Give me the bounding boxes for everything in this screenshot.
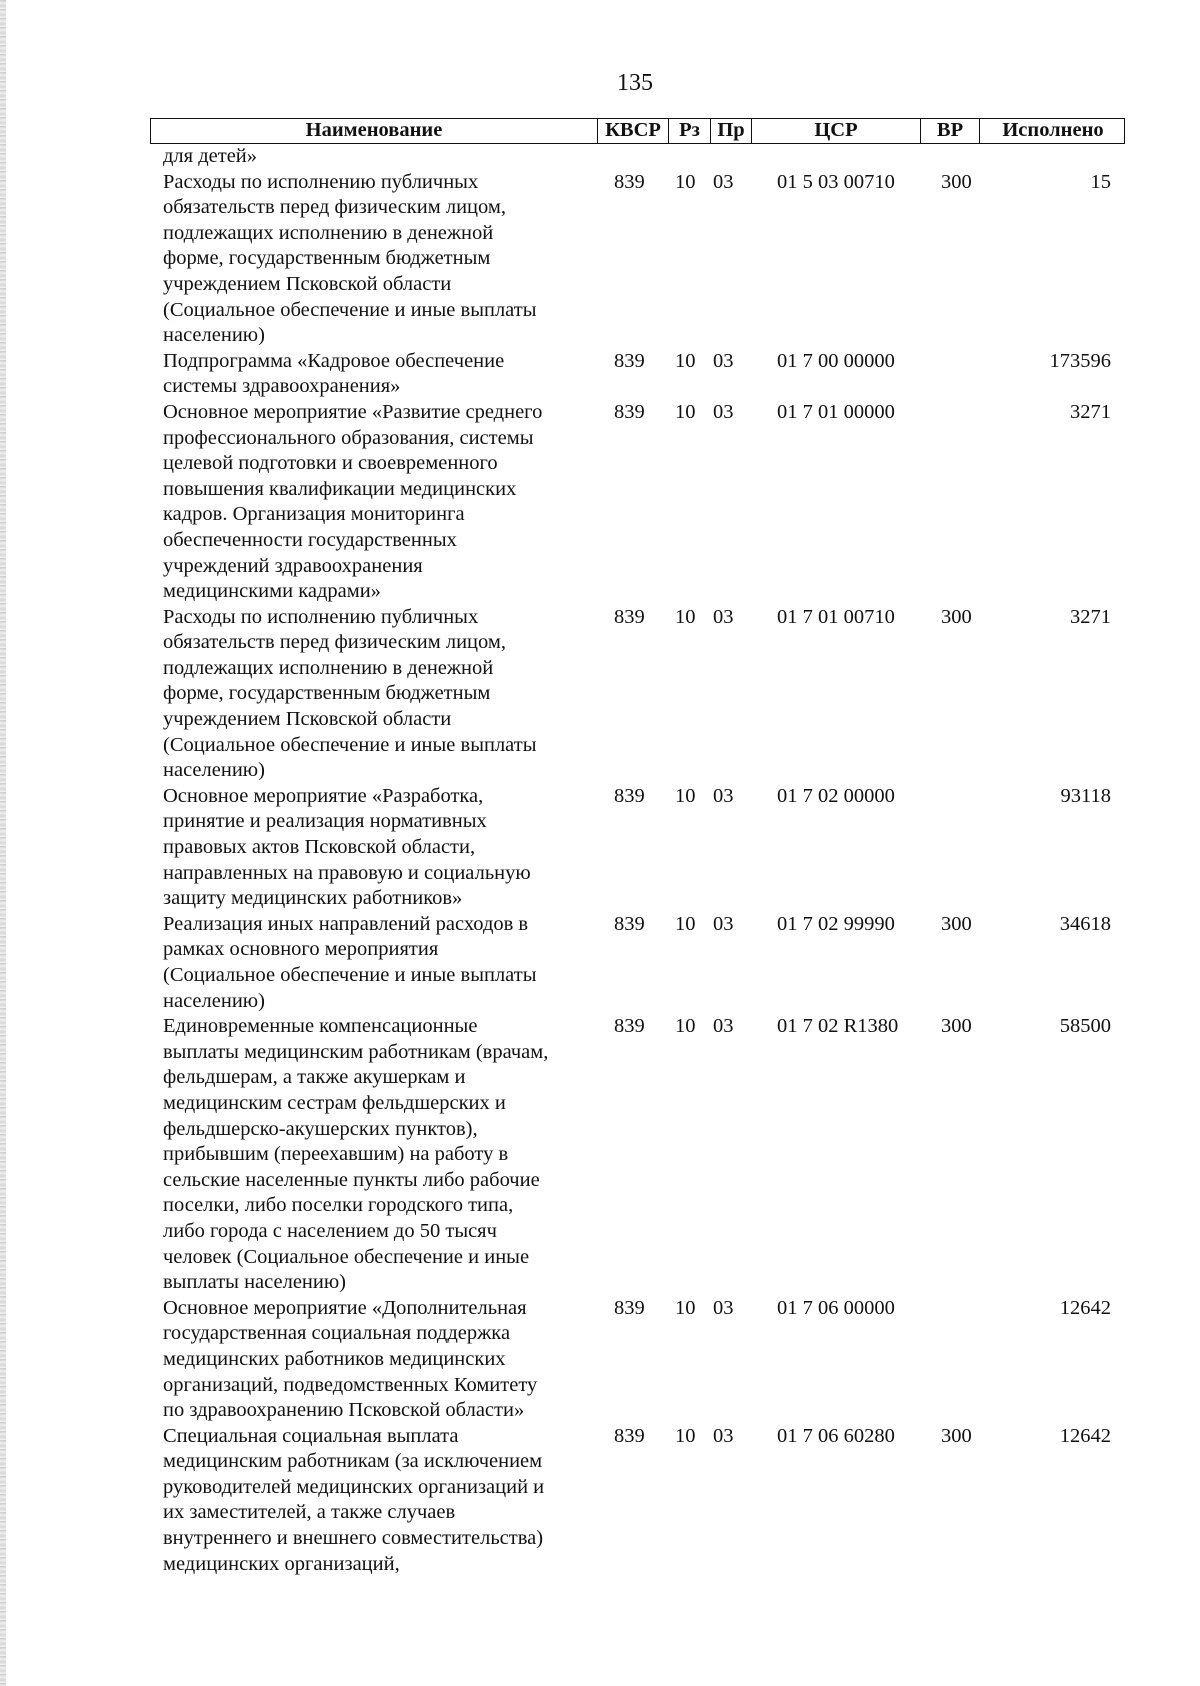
row-name-line: повышения квалификации медицинских [163, 477, 517, 500]
row-name-line: кадров. Организация мониторинга [163, 503, 465, 526]
row-csr: 01 7 00 00000 [777, 349, 895, 372]
row-name-line: обязательств перед физическим лицом, [163, 631, 506, 654]
row-name-line: населению) [163, 759, 265, 782]
row-pr: 03 [713, 605, 734, 628]
header-name: Наименование [151, 119, 598, 143]
row-name-line: форме, государственным бюджетным [163, 682, 491, 705]
row-executed: 34618 [1059, 912, 1111, 935]
row-name [150, 170, 614, 349]
row-vr [920, 400, 979, 605]
row-name-line: защиту медицинских работников» [163, 887, 463, 910]
row-name-line: обеспеченности государственных [163, 528, 457, 551]
row-rz: 10 [675, 1424, 696, 1447]
row-name-line: выплаты медицинским работникам (врачам, [163, 1040, 549, 1063]
row-name-line: их заместителей, а также случаев [163, 1501, 456, 1524]
row-kvsr: 839 [614, 400, 645, 423]
row-kvsr: 839 [614, 784, 645, 807]
row-kvsr: 839 [614, 349, 645, 372]
row-name [150, 349, 614, 400]
row-rz: 10 [675, 400, 696, 423]
table-row [150, 1424, 1125, 1578]
row-pr: 03 [713, 400, 734, 423]
row-pr: 03 [713, 1015, 734, 1038]
header-vr: ВР [921, 119, 980, 143]
row-csr: 01 7 02 99990 [777, 912, 895, 935]
row-executed: 173596 [1049, 349, 1111, 372]
row-name-line: целевой подготовки и своевременного [163, 452, 498, 475]
row-name-line: населению) [163, 989, 265, 1012]
row-kvsr: 839 [614, 170, 645, 193]
row-vr [920, 349, 979, 400]
row-name-line: Специальная социальная выплата [163, 1424, 459, 1447]
row-vr: 300 [941, 170, 972, 193]
row-name-line: медицинским сестрам фельдшерских и [163, 1091, 506, 1114]
budget-table [150, 118, 1125, 1577]
row-name-line: поселки, либо поселки городского типа, [163, 1194, 514, 1217]
row-csr: 01 7 02 R1380 [777, 1015, 899, 1038]
row-name-line: системы здравоохранения» [163, 375, 401, 398]
row-name-line: государственная социальная поддержка [163, 1322, 511, 1345]
table-body [150, 170, 1125, 1578]
row-name [150, 784, 614, 912]
row-rz: 10 [675, 912, 696, 935]
table-row [150, 912, 1125, 1014]
row-name-line: рамках основного мероприятия [163, 938, 439, 961]
row-name-line: прибывшим (переехавшим) на работу в [163, 1143, 509, 1166]
row-name-line: фельдшерам, а также акушеркам и [163, 1066, 466, 1089]
row-name [150, 605, 614, 784]
row-name-line: населению) [163, 324, 265, 347]
row-name-line: внутреннего и внешнего совместительства) [163, 1527, 544, 1550]
row-name [150, 1296, 614, 1424]
row-name-line: учреждением Псковской области [163, 708, 452, 731]
row-executed: 12642 [1059, 1424, 1111, 1447]
row-name-line: руководителей медицинских организаций и [163, 1475, 545, 1498]
row-pr: 03 [713, 912, 734, 935]
row-executed: 15 [1090, 170, 1111, 193]
row-pr: 03 [713, 170, 734, 193]
row-name-line: сельские населенные пункты либо рабочие [163, 1168, 540, 1191]
row-name-line: медицинскими кадрами» [163, 580, 381, 603]
row-name-line: фельдшерско-акушерских пунктов), [163, 1117, 478, 1140]
table-row [150, 1014, 1125, 1296]
row-kvsr: 839 [614, 605, 645, 628]
row-name-line: форме, государственным бюджетным [163, 247, 491, 270]
row-name-line: правовых актов Псковской области, [163, 836, 476, 859]
row-name-line: Расходы по исполнению публичных [163, 170, 479, 193]
row-rz: 10 [675, 605, 696, 628]
row-executed: 12642 [1059, 1296, 1111, 1319]
row-name-line: человек (Социальное обеспечение и иные [163, 1245, 530, 1268]
row-name-line: (Социальное обеспечение и иные выплаты [163, 733, 537, 756]
table-row [150, 605, 1125, 784]
row-vr: 300 [941, 1424, 972, 1447]
page-number: 135 [617, 70, 653, 96]
row-name-line: Единовременные компенсационные [163, 1015, 478, 1038]
row-name-line: выплаты населению) [163, 1271, 347, 1294]
table-row [150, 170, 1125, 349]
row-name-line: подлежащих исполнению в денежной [163, 221, 494, 244]
row-name-line: Основное мероприятие «Дополнительная [163, 1296, 527, 1319]
row-name-line: направленных на правовую и социальную [163, 861, 531, 884]
row-vr [920, 784, 979, 912]
row-csr: 01 7 06 00000 [777, 1296, 895, 1319]
row-name-line: Основное мероприятие «Разработка, [163, 784, 484, 807]
table-row [150, 1296, 1125, 1424]
continuation-line: для детей» [163, 145, 258, 167]
row-vr: 300 [941, 605, 972, 628]
row-name-line: Основное мероприятие «Развитие среднего [163, 400, 543, 423]
row-executed: 93118 [1060, 784, 1111, 807]
row-name-line: Реализация иных направлений расходов в [163, 912, 529, 935]
row-name [150, 912, 614, 1014]
row-name-line: либо города с населением до 50 тысяч [163, 1219, 497, 1242]
row-csr: 01 5 03 00710 [777, 170, 895, 193]
row-name-line: медицинских работников медицинских [163, 1347, 506, 1370]
row-executed: 58500 [1059, 1015, 1111, 1038]
row-pr: 03 [713, 784, 734, 807]
scan-edge [0, 0, 6, 1686]
table-row [150, 400, 1125, 605]
row-vr: 300 [941, 912, 972, 935]
row-kvsr: 839 [614, 912, 645, 935]
row-name-line: учреждением Псковской области [163, 272, 452, 295]
row-kvsr: 839 [614, 1296, 645, 1319]
row-executed: 3271 [1070, 605, 1111, 628]
row-name-line: Расходы по исполнению публичных [163, 605, 479, 628]
row-rz: 10 [675, 1296, 696, 1319]
row-name [150, 1014, 614, 1296]
row-vr: 300 [941, 1015, 972, 1038]
row-rz: 10 [675, 784, 696, 807]
row-name-line: учреждений здравоохранения [163, 554, 423, 577]
row-kvsr: 839 [614, 1424, 645, 1447]
row-vr [920, 1296, 979, 1424]
row-name [150, 400, 614, 605]
row-pr: 03 [713, 1424, 734, 1447]
row-name-line: (Социальное обеспечение и иные выплаты [163, 298, 537, 321]
row-name-line: подлежащих исполнению в денежной [163, 656, 494, 679]
row-rz: 10 [675, 170, 696, 193]
row-name-line: Подпрограмма «Кадровое обеспечение [163, 349, 505, 372]
header-kvsr: КВСР [598, 119, 669, 143]
table-header [150, 118, 1125, 144]
row-name-line: организаций, подведомственных Комитету [163, 1373, 538, 1396]
row-pr: 03 [713, 349, 734, 372]
row-name-line: (Социальное обеспечение и иные выплаты [163, 964, 537, 986]
table-row [150, 349, 1125, 400]
row-name-line: по здравоохранению Псковской области» [163, 1399, 525, 1422]
row-executed: 3271 [1070, 400, 1111, 423]
table-row [150, 784, 1125, 912]
header-csr: ЦСР [752, 119, 921, 143]
row-rz: 10 [675, 349, 696, 372]
row-csr: 01 7 02 00000 [777, 784, 895, 807]
row-name-line: принятие и реализация нормативных [163, 810, 487, 833]
row-csr: 01 7 01 00000 [777, 400, 895, 423]
row-csr: 01 7 06 60280 [777, 1424, 895, 1447]
row-name [150, 1424, 614, 1578]
row-csr: 01 7 01 00710 [777, 605, 895, 628]
row-rz: 10 [675, 1015, 696, 1038]
row-name-line: медицинским работникам (за исключением [163, 1450, 543, 1473]
row-kvsr: 839 [614, 1015, 645, 1038]
header-pr: Пр [711, 119, 752, 143]
row-name-line: профессионального образования, системы [163, 426, 534, 449]
header-executed: Исполнено [1002, 119, 1104, 141]
row-name-line: обязательств перед физическим лицом, [163, 196, 506, 219]
row-pr: 03 [713, 1296, 734, 1319]
row-name-line: медицинских организаций, [163, 1552, 400, 1575]
header-rz: Рз [669, 119, 711, 143]
